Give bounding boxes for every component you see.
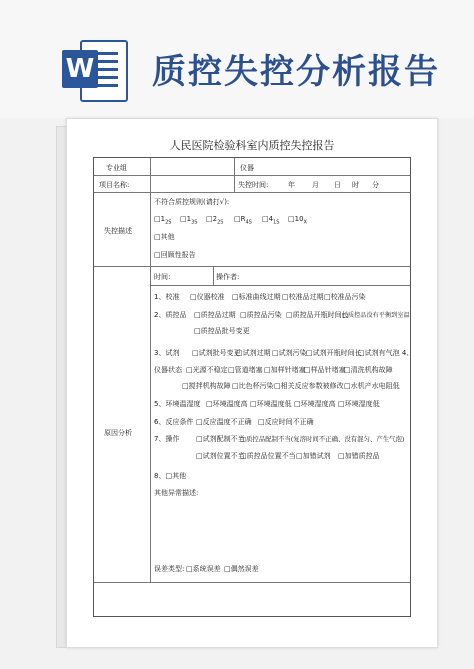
- cause-option[interactable]: □试剂位置不当: [196, 452, 245, 460]
- cause-other-heading[interactable]: 8、□其他: [154, 472, 187, 480]
- cause-option[interactable]: □仪器校准: [190, 293, 225, 301]
- date-unit-year: 年: [288, 181, 295, 189]
- document-title: 人民医院检验科室内质控失控报告: [169, 139, 335, 152]
- describe-label: 失控描述: [104, 227, 132, 235]
- cause-option[interactable]: □环境湿度高: [294, 400, 336, 408]
- cause-calibration-heading: 1、校准: [154, 293, 180, 301]
- word-document-icon: W: [62, 38, 126, 100]
- cause-option[interactable]: □质控品过期: [194, 311, 236, 319]
- cause-operation-heading: 7、操作: [154, 435, 180, 443]
- time-label: 时间:: [154, 273, 171, 281]
- cause-instrument-heading: 仪器状态: [154, 366, 182, 374]
- other-checkbox[interactable]: □其他: [154, 233, 175, 241]
- cause-option[interactable]: □质控品没有平衡到室温: [342, 312, 410, 319]
- instrument-label: 仪器: [240, 164, 254, 172]
- cause-option[interactable]: □环境温度低: [250, 400, 292, 408]
- cause-option[interactable]: □校准品污染: [324, 293, 366, 301]
- rule-r-4s-checkbox[interactable]: $□R_{4S}$: [234, 215, 252, 226]
- error-type-label: 误差类型:: [154, 565, 185, 573]
- rule-1-2s-checkbox[interactable]: $□1_{2S}$: [154, 215, 172, 226]
- date-unit-hour: 时: [352, 181, 359, 189]
- cause-option[interactable]: □试剂配制不当: [196, 435, 245, 443]
- cause-option[interactable]: □加样针堵塞: [264, 366, 306, 374]
- item-name-label: 项目名称:: [99, 181, 130, 189]
- report-form: [93, 157, 414, 617]
- cause-option[interactable]: □加错试剂: [296, 452, 331, 460]
- cause-option[interactable]: □光源不稳定: [186, 366, 228, 374]
- cause-option[interactable]: □质控品开瓶时间长: [286, 311, 349, 319]
- professional-group-label: 专业组: [106, 164, 127, 172]
- date-unit-minute: 分: [372, 181, 379, 189]
- banner-title: 质控失控分析报告: [152, 52, 440, 92]
- cause-option[interactable]: □样品针堵塞: [304, 366, 346, 374]
- cause-option[interactable]: □校准品过期: [282, 293, 324, 301]
- cause-option[interactable]: □试剂开瓶时间长: [306, 349, 362, 357]
- cause-qc-material-heading: 2、质控品: [154, 311, 187, 319]
- systematic-error-checkbox[interactable]: □系统误差: [186, 565, 221, 573]
- retrospective-report-checkbox[interactable]: □回顾性报告: [154, 251, 196, 259]
- cause-option[interactable]: □反应时间不正确: [258, 418, 314, 426]
- rule-4-1s-checkbox[interactable]: $□4_{1S}$: [262, 215, 280, 226]
- cause-reaction-heading: 6、反应条件: [154, 418, 194, 426]
- out-of-control-time-label: 失控时间:: [238, 181, 269, 189]
- operator-label: 操作者:: [216, 273, 240, 281]
- cause-option[interactable]: □试剂批号变更: [192, 349, 241, 357]
- cause-option[interactable]: □试剂有气泡 4、: [358, 349, 414, 357]
- cause-option[interactable]: □比色杯污染: [232, 382, 274, 390]
- cause-option[interactable]: □环境湿度低: [338, 400, 380, 408]
- banner: [0, 0, 474, 118]
- cause-option[interactable]: □质控品配制不当(复溶时间不正确、没有混匀、产生气泡): [240, 435, 405, 443]
- other-anomaly-label: 其他异常描述:: [154, 489, 199, 497]
- cause-environment-heading: 5、环境温湿度: [154, 400, 201, 408]
- cause-option[interactable]: □反应温度不正确: [196, 418, 252, 426]
- cause-option[interactable]: □清洗机构故障: [344, 366, 393, 374]
- cause-option[interactable]: □管道堵塞: [228, 366, 263, 374]
- date-unit-day: 日: [334, 181, 341, 189]
- cause-option[interactable]: □搅拌机构故障: [182, 382, 231, 390]
- cause-option[interactable]: □环境温度高: [206, 400, 248, 408]
- cause-option[interactable]: □相关反应参数被修改: [274, 382, 344, 390]
- cause-option[interactable]: □标准曲线过期: [232, 293, 281, 301]
- cause-option[interactable]: □质控品批号变更: [194, 327, 250, 335]
- rule-title: 不符合质控规则(请打√):: [154, 198, 230, 206]
- rule-10x-checkbox[interactable]: $□10_X$: [288, 215, 307, 226]
- cause-option[interactable]: □水机产水电阻低: [344, 382, 400, 390]
- cause-option[interactable]: □质控品位置不当: [240, 452, 296, 460]
- random-error-checkbox[interactable]: □偶然误差: [224, 565, 259, 573]
- cause-option[interactable]: □试剂过期: [236, 349, 271, 357]
- cause-option[interactable]: □试剂污染: [272, 349, 307, 357]
- rule-1-3s-checkbox[interactable]: $□1_{3S}$: [180, 215, 198, 226]
- rule-2-2s-checkbox[interactable]: $□2_{2S}$: [206, 215, 224, 226]
- cause-option[interactable]: □质控品污染: [240, 311, 282, 319]
- document-page: [66, 118, 438, 648]
- cause-option[interactable]: □加错质控品: [338, 452, 380, 460]
- date-unit-month: 月: [312, 181, 319, 189]
- analysis-label: 原因分析: [104, 429, 132, 437]
- cause-reagent-heading: 3、试剂: [154, 349, 180, 357]
